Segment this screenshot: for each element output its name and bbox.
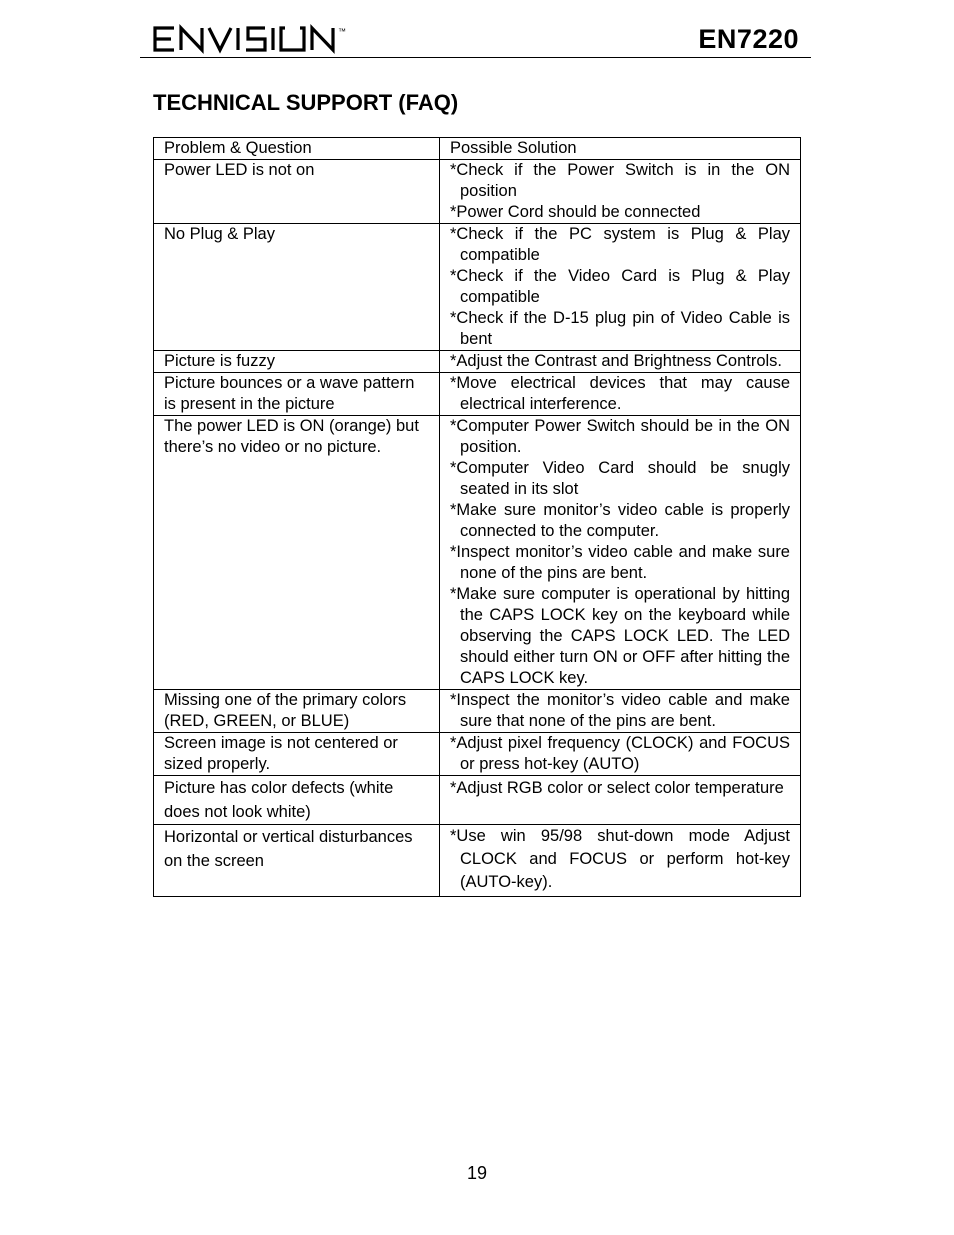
table-row [154, 224, 801, 351]
table-row [154, 373, 801, 416]
problem-cell: Picture bounces or a wave pattern is present in the picture [154, 373, 440, 416]
solution-cell [440, 776, 801, 825]
solution-item: *Computer Video Card should be snugly seated in its slot [450, 459, 790, 498]
solution-cell [440, 351, 801, 373]
solution-cell [440, 416, 801, 690]
solution-item: *Adjust RGB color or select color temperature [450, 779, 784, 797]
table-row [154, 776, 801, 825]
problem-cell: Picture has color defects (white does not look white) [154, 776, 440, 825]
faq-table-header-row [154, 138, 801, 160]
solution-item: *Check if the D-15 plug pin of Video Cable is bent [450, 309, 790, 348]
page-number: 19 [466, 1163, 488, 1183]
table-row [154, 825, 801, 897]
solution-item: *Check if the Video Card is Plug & Play compatible [450, 267, 790, 306]
problem-cell: The power LED is ON (orange) but there’s no video or no picture. [154, 416, 440, 690]
solution-item: *Inspect monitor’s video cable and make sure none of the pins are bent. [450, 543, 790, 582]
envision-logo [152, 22, 372, 54]
solution-item: *Check if the Power Switch is in the ON position [450, 161, 790, 200]
page-title: TECHNICAL SUPPORT (FAQ) [153, 90, 459, 115]
solution-item: *Adjust the Contrast and Brightness Controls. [450, 352, 783, 370]
envision-logo-wordmark [152, 22, 372, 54]
solution-item: *Inspect the monitor’s video cable and make sure that none of the pins are bent. [450, 691, 790, 730]
problem-cell: Screen image is not centered or sized properly. [154, 733, 440, 776]
solution-item: *Make sure computer is operational by hitting the CAPS LOCK key on the keyboard while observing the CAPS LOCK LED. The LED should either turn ON or OFF after hitting the CAPS LOCK key. [450, 585, 790, 687]
solution-item: *Check if the PC system is Plug & Play compatible [450, 225, 790, 264]
solution-item: *Adjust pixel frequency (CLOCK) and FOCUS or press hot-key (AUTO) [450, 734, 790, 773]
solution-item: *Computer Power Switch should be in the ON position. [450, 417, 790, 456]
problem-cell: Missing one of the primary colors (RED, GREEN, or BLUE) [154, 690, 440, 733]
solution-cell [440, 690, 801, 733]
trademark-symbol: ™ [338, 27, 346, 36]
problem-cell: Picture is fuzzy [154, 351, 440, 373]
problem-cell: Power LED is not on [154, 160, 440, 224]
model-number: EN7220 [698, 24, 799, 54]
problem-cell: No Plug & Play [154, 224, 440, 351]
solution-cell [440, 825, 801, 897]
solution-cell [440, 160, 801, 224]
solution-item: *Use win 95/98 shut-down mode Adjust CLOCK and FOCUS or perform hot-key (AUTO-key). [450, 827, 790, 891]
table-row [154, 416, 801, 690]
table-row [154, 160, 801, 224]
column-header-solution: Possible Solution [440, 138, 801, 160]
problem-cell: Horizontal or vertical disturbances on the screen [154, 825, 440, 897]
solution-cell [440, 733, 801, 776]
solution-cell [440, 224, 801, 351]
solution-item: *Power Cord should be connected [450, 203, 701, 221]
solution-item: *Move electrical devices that may cause electrical interference. [450, 374, 790, 413]
table-row [154, 733, 801, 776]
header-divider [140, 57, 811, 58]
faq-table [153, 137, 801, 897]
table-row [154, 690, 801, 733]
table-row [154, 351, 801, 373]
solution-cell [440, 373, 801, 416]
solution-item: *Make sure monitor’s video cable is properly connected to the computer. [450, 501, 790, 540]
column-header-problem: Problem & Question [154, 138, 440, 160]
